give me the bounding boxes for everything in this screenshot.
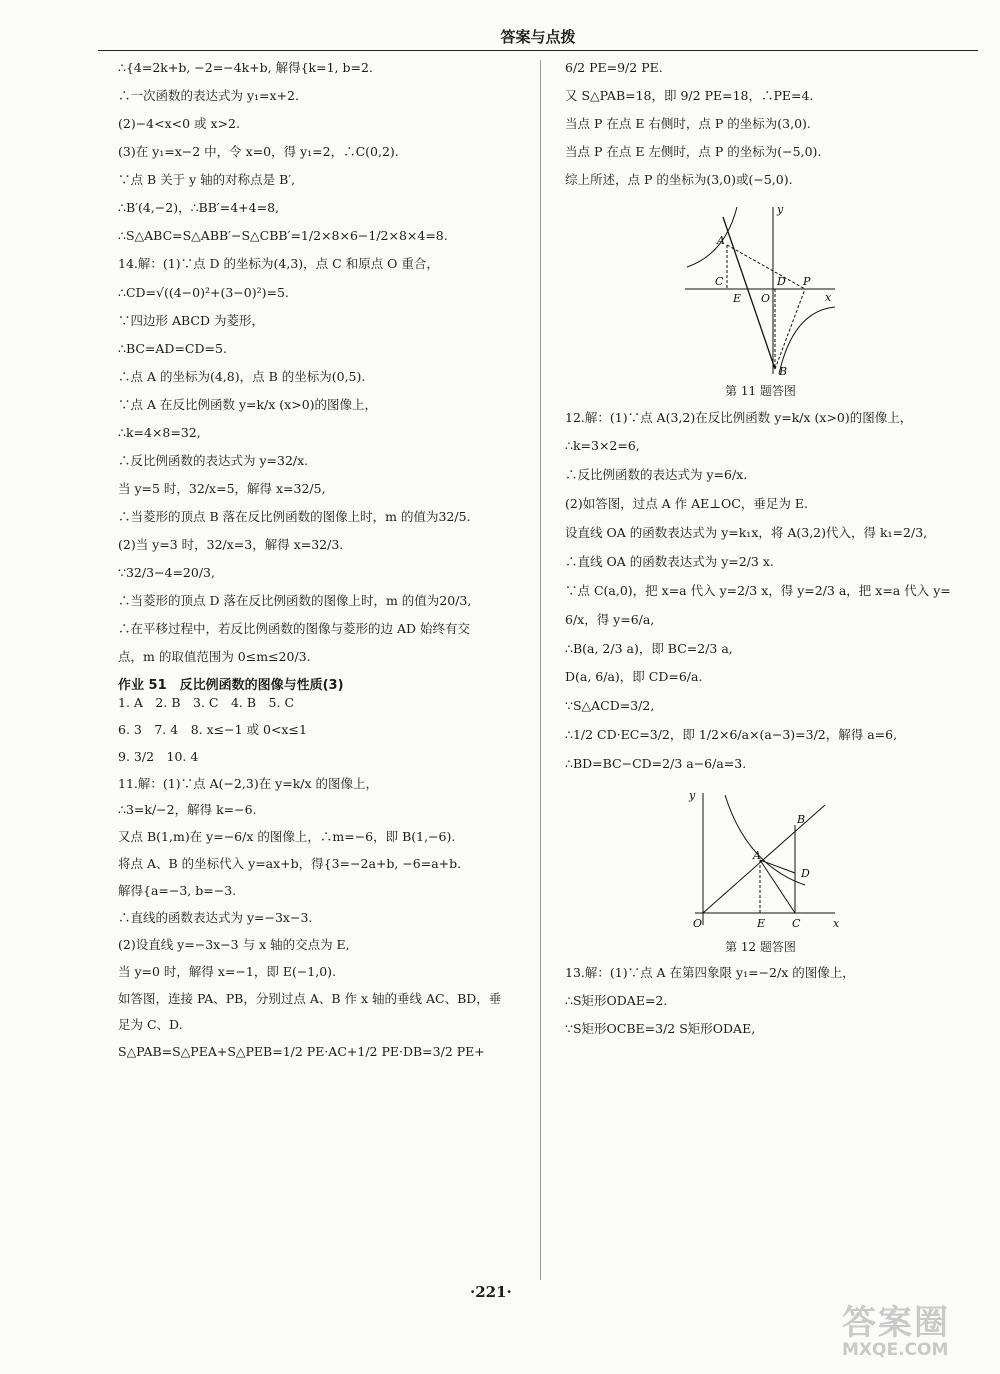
- fig12-label-a: A: [753, 848, 761, 862]
- text-line: (2)设直线 y=−3x−3 与 x 轴的交点为 E,: [118, 936, 350, 952]
- text-line: 11.解：(1)∵点 A(−2,3)在 y=k/x 的图像上，: [118, 775, 379, 791]
- section-title: 作业 51 反比例函数的图像与性质(3): [118, 678, 344, 694]
- text-line: 1. A 2. B 3. C 4. B 5. C: [118, 694, 295, 710]
- column-divider: [540, 60, 541, 1280]
- text-line: 设直线 OA 的函数表达式为 y=k₁x，将 A(3,2)代入，得 k₁=2/3,: [565, 525, 928, 541]
- text-line: ∴当菱形的顶点 B 落在反比例函数的图像上时，m 的值为32/5.: [118, 509, 471, 524]
- header-rule: [98, 50, 978, 51]
- text-line: ∵四边形 ABCD 为菱形，: [118, 312, 264, 328]
- fig11-label-p: P: [803, 275, 811, 289]
- text-line: ∴在平移过程中，若反比例函数的图像与菱形的边 AD 始终有交: [118, 621, 470, 637]
- page-header: 答案与点拨: [500, 28, 576, 46]
- text-line: ∵点 C(a,0)，把 x=a 代入 y=2/3 x，得 y=2/3 a，把 x=a 代入 y=: [565, 582, 951, 598]
- page-number: ·221·: [470, 1283, 512, 1301]
- text-line: 当 y=0 时，解得 x=−1，即 E(−1,0).: [118, 963, 337, 979]
- fig12-curve: [725, 795, 805, 885]
- fig11-label-o: O: [761, 292, 771, 306]
- fig11-pa: [727, 245, 805, 289]
- text-line: ∴当菱形的顶点 D 落在反比例函数的图像上时，m 的值为20/3,: [118, 593, 472, 609]
- text-line: 综上所述，点 P 的坐标为(3,0)或(−5,0).: [565, 171, 793, 187]
- text-line: ∴S△ABC=S△ABB′−S△CBB′=1/2×8×6−1/2×8×4=8.: [118, 228, 448, 244]
- text-line: 13.解：(1)∵点 A 在第四象限 y₁=−2/x 的图像上，: [565, 965, 855, 981]
- text-line: 如答图，连接 PA、PB，分别过点 A、B 作 x 轴的垂线 AC、BD，垂: [118, 990, 502, 1006]
- fig11-label-a: A: [717, 234, 725, 248]
- text-line: 当点 P 在点 E 左侧时，点 P 的坐标为(−5,0).: [565, 143, 822, 159]
- text-line: ∴B′(4,−2)，∴BB′=4+4=8,: [118, 200, 279, 216]
- text-line: ∵点 B 关于 y 轴的对称点是 B′,: [118, 172, 296, 188]
- watermark-logo: [842, 1295, 992, 1360]
- text-line: (2)当 y=3 时，32/x=3，解得 x=32/3.: [118, 537, 344, 553]
- fig11-label-x: x: [825, 291, 832, 305]
- text-line: 解得{a=−3, b=−3.: [118, 883, 237, 899]
- text-line: (3)在 y₁=x−2 中，令 x=0，得 y₁=2，∴C(0,2).: [118, 144, 399, 160]
- fig12-label-y: y: [689, 788, 696, 802]
- text-line: ∴反比例函数的表达式为 y=6/x.: [565, 467, 748, 483]
- text-line: ∴反比例函数的表达式为 y=32/x.: [118, 452, 309, 468]
- text-line: 足为 C、D.: [118, 1017, 183, 1033]
- fig11-caption: 第 11 题答图: [725, 384, 796, 399]
- fig12-line-ac: [760, 860, 795, 913]
- fig12-caption: 第 12 题答图: [725, 939, 796, 954]
- text-line: ∴直线 OA 的函数表达式为 y=2/3 x.: [565, 553, 774, 569]
- right-column: [565, 60, 985, 1049]
- figure-11: [675, 199, 845, 379]
- text-line: ∴BD=BC−CD=2/3 a−6/a=3.: [565, 756, 747, 772]
- right-text-block-3: [565, 965, 985, 1038]
- text-line: ∴3=k/−2，解得 k=−6.: [118, 802, 257, 818]
- figure-12: [675, 785, 845, 935]
- text-line: 点，m 的取值范围为 0≤m≤20/3.: [118, 649, 311, 665]
- text-line: 12.解：(1)∵点 A(3,2)在反比例函数 y=k/x (x>0)的图像上，: [565, 409, 913, 425]
- watermark-small: MXQE.COM: [842, 1340, 949, 1360]
- fig11-curve-right: [779, 307, 835, 374]
- fig12-label-e: E: [757, 916, 766, 930]
- fig11-label-e: E: [733, 292, 742, 306]
- fig12-label-b: B: [797, 812, 806, 826]
- text-line: ∴点 A 的坐标为(4,8)，点 B 的坐标为(0,5).: [118, 368, 366, 384]
- fig12-line-oa: [703, 805, 825, 913]
- text-line: (2)−4<x<0 或 x>2.: [118, 116, 240, 132]
- text-line: ∴k=3×2=6,: [565, 438, 640, 454]
- text-line: ∵S矩形OCBE=3/2 S矩形ODAE,: [565, 1020, 756, 1036]
- text-line: ∴{4=2k+b, −2=−4k+b, 解得{k=1, b=2.: [118, 60, 373, 75]
- watermark-big: 答案圈: [842, 1303, 950, 1343]
- text-line: 当 y=5 时，32/x=5，解得 x=32/5,: [118, 480, 326, 496]
- fig11-label-b: B: [779, 365, 788, 379]
- text-line: ∴BC=AD=CD=5.: [118, 340, 227, 356]
- right-text-block-1: [565, 60, 985, 188]
- text-line: ∵点 A 在反比例函数 y=k/x (x>0)的图像上，: [118, 396, 378, 412]
- text-line: ∴1/2 CD·EC=3/2，即 1/2×6/a×(a−3)=3/2，解得 a=6,: [565, 727, 898, 743]
- text-line: 6/2 PE=9/2 PE.: [565, 60, 663, 75]
- fig11-label-y: y: [777, 203, 784, 217]
- fig11-pb: [775, 289, 805, 369]
- text-line: 6. 3 7. 4 8. x≤−1 或 0<x≤1: [118, 721, 307, 737]
- text-line: ∴一次函数的表达式为 y₁=x+2.: [118, 88, 299, 104]
- fig11-label-d: D: [777, 275, 786, 289]
- text-line: D(a, 6/a)，即 CD=6/a.: [565, 669, 703, 685]
- text-line: 6/x，得 y=6/a,: [565, 611, 655, 627]
- fig12-label-o: O: [693, 916, 703, 930]
- text-line: ∴k=4×8=32,: [118, 424, 201, 440]
- text-line: ∴S矩形ODAE=2.: [565, 993, 668, 1008]
- text-line: ∴直线的函数表达式为 y=−3x−3.: [118, 909, 313, 925]
- fig11-label-c: C: [715, 275, 724, 289]
- right-text-block-2: [565, 410, 985, 773]
- left-text-block-2: [118, 695, 533, 1061]
- text-line: 9. 3/2 10. 4: [118, 748, 199, 764]
- left-column: [118, 60, 533, 1071]
- text-line: ∵32/3−4=20/3,: [118, 565, 215, 581]
- text-line: 14.解：(1)∵点 D 的坐标为(4,3)，点 C 和原点 O 重合，: [118, 256, 439, 272]
- fig12-label-d: D: [801, 866, 810, 880]
- text-line: (2)如答图，过点 A 作 AE⊥OC，垂足为 E.: [565, 496, 808, 512]
- fig12-label-x: x: [833, 916, 840, 930]
- text-line: 又 S△PAB=18，即 9/2 PE=18，∴PE=4.: [565, 87, 814, 103]
- text-line: ∵S△ACD=3/2,: [565, 698, 655, 714]
- text-line: 又点 B(1,m)在 y=−6/x 的图像上，∴m=−6，即 B(1,−6).: [118, 829, 456, 845]
- fig12-label-c: C: [792, 916, 801, 930]
- left-text-block-1: [118, 60, 533, 666]
- text-line: S△PAB=S△PEA+S△PEB=1/2 PE·AC+1/2 PE·DB=3/2 PE+: [118, 1044, 485, 1060]
- text-line: 当点 P 在点 E 右侧时，点 P 的坐标为(3,0).: [565, 115, 811, 131]
- text-line: 将点 A、B 的坐标代入 y=ax+b，得{3=−2a+b, −6=a+b.: [118, 856, 462, 872]
- text-line: ∴CD=√((4−0)²+(3−0)²)=5.: [118, 284, 289, 300]
- text-line: ∴B(a, 2/3 a)，即 BC=2/3 a,: [565, 640, 733, 656]
